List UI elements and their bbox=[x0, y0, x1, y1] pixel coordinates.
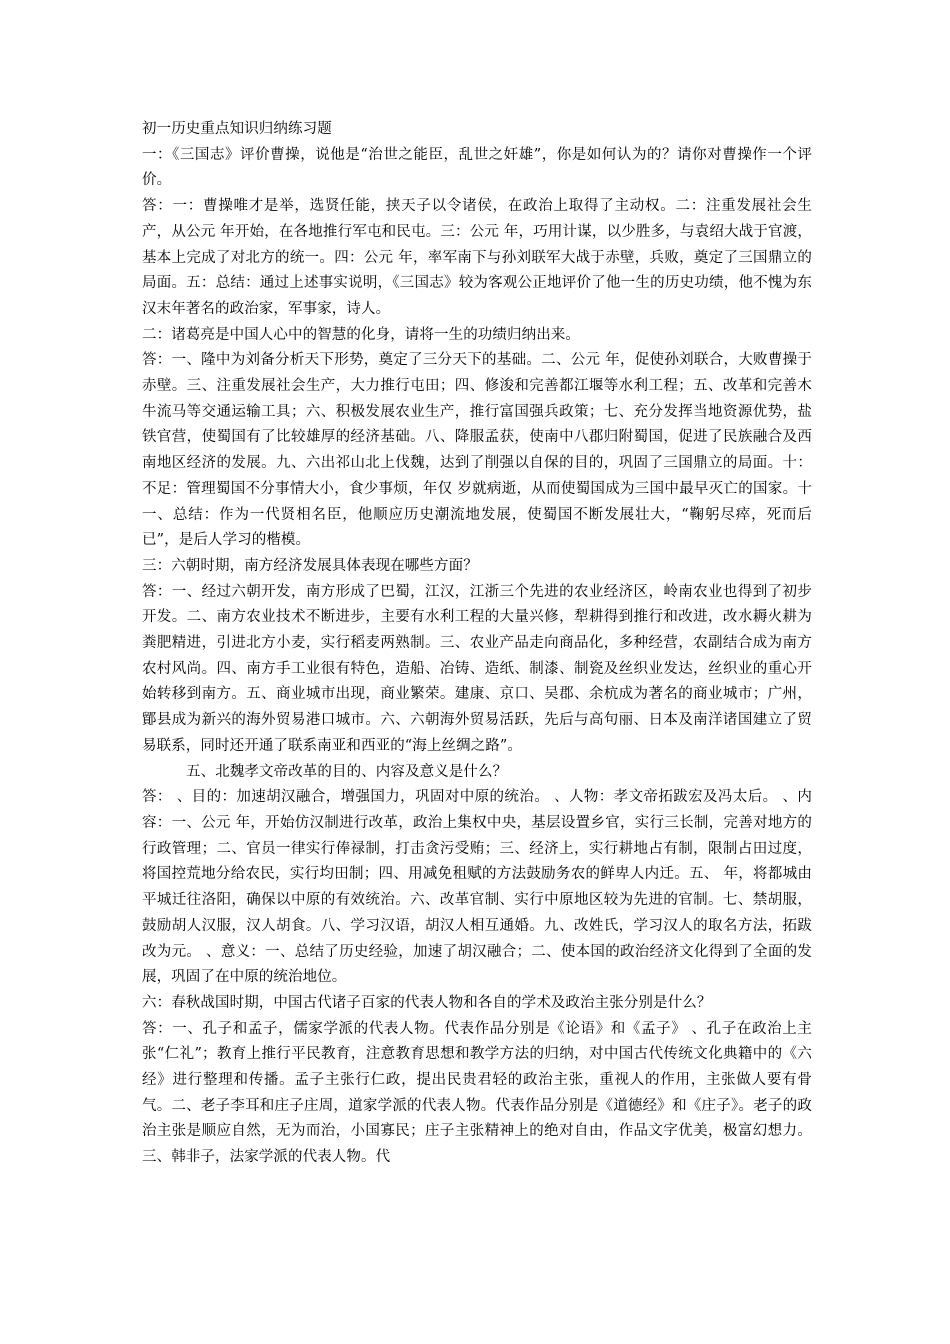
document-body bbox=[142, 117, 812, 1171]
document-title: 初一历史重点知识归纳练习题 bbox=[142, 121, 332, 137]
answer-3: 答：一、经过六朝开发，南方形成了巴蜀，江汉，江浙三个先进的农业经济区，岭南农业也得到了初步开发。二、南方农业技术不断进步，主要有水利工程的大量兴修，犁耕得到推行和改进，改水耨火耕为粪肥精进，引进北方小麦，实行稻麦两熟制。三、农业产品走向商品化，多种经营，农副结合成为南方农村风尚。四、南方手工业很有特色，造船、冶铸、造纸、制漆、制瓷及丝织业发达，丝织业的重心开始转移到南方。五、商业城市出现，商业繁荣。建康、京口、吴郡、余杭成为著名的商业城市；广州，鄮县成为新兴的海外贸易港口城市。六、六朝海外贸易活跃，先后与高句丽、日本及南洋诸国建立了贸易联系，同时还开通了联系南亚和西亚的“海上丝绸之路”。 bbox=[142, 583, 812, 754]
answer-5: 答： 、目的：加速胡汉融合，增强国力，巩固对中原的统治。 、人物：孝文帝拓跋宏及冯太后。 、内容：一、公元 年，开始仿汉制进行改革，政治上集权中央，基层设置乡官，实行三长制，完善对地方的行政管理；二、官员一律实行俸禄制，打击贪污受贿；三、经济上，实行耕地占有制，限制占田过度，将国控荒地分给农民，实行均田制；四、用减免租赋的方法鼓励务农的鲜卑人内迁。五、 年，将都城由平城迁往洛阳，确保以中原的有效统治。六、改革官制、实行中原地区较为先进的官制。七、禁胡服，鼓励胡人汉服，汉人胡食。八、学习汉语，胡汉人相互通婚。九、改姓氏，学习汉人的取名方法，拓跋改为元。 、意义：一、总结了历史经验，加速了胡汉融合；二、使本国的政治经济文化得到了全面的发展，巩固了在中原的统治地位。 bbox=[142, 789, 812, 986]
answer-6: 答：一、孔子和孟子，儒家学派的代表人物。代表作品分别是《论语》和《孟子》 、孔子在政治上主张“仁礼”；教育上推行平民教育，注意教育思想和教学方法的归纳，对中国古代传统文化典籍中的《六经》进行整理和传播。孟子主张行仁政，提出民贵君轻的政治主张，重视人的作用，主张做人要有骨气。二、老子李耳和庄子庄周，道家学派的代表人物。代表作品分别是《道德经》和《庄子》。老子的政治主张是顺应自然，无为而治，小国寡民；庄子主张精神上的绝对自由，作品文字优美，极富幻想力。三、韩非子，法家学派的代表人物。代 bbox=[142, 1020, 812, 1166]
question-1: 一：《三国志》评价曹操，说他是“治世之能臣，乱世之奸雄”，你是如何认为的？请你对曹操作一个评价。 bbox=[142, 146, 812, 189]
question-3: 三：六朝时期，南方经济发展具体表现在哪些方面？ bbox=[142, 557, 478, 574]
answer-2: 答：一、隆中为刘备分析天下形势，奠定了三分天下的基础。二、公元 年，促使孙刘联合，大败曹操于赤壁。三、注重发展社会生产，大力推行屯田；四、修浚和完善都江堰等水利工程；五、改革和完善木牛流马等交通运输工具；六、积极发展农业生产，推行富国强兵政策；七、充分发挥当地资源优势，盐铁官营，使蜀国有了比较雄厚的经济基础。八、降服孟获，使南中八郡归附蜀国，促进了民族融合及西南地区经济的发展。九、六出祁山北上伐魏，达到了削强以自保的目的，巩固了三国鼎立的局面。十：不足：管理蜀国不分事情大小，食少事烦，年仅 岁就病逝，从而使蜀国成为三国中最早灭亡的国家。十一、总结：作为一代贤相名臣，他顺应历史潮流地发展，使蜀国不断发展壮大，“鞠躬尽瘁，死而后已”，是后人学习的楷模。 bbox=[142, 352, 812, 549]
question-5: 五、北魏孝文帝改革的目的、内容及意义是什么？ bbox=[186, 763, 508, 780]
question-6: 六：春秋战国时期，中国古代诸子百家的代表人物和各自的学术及政治主张分别是什么？ bbox=[142, 994, 712, 1011]
answer-1: 答：一：曹操唯才是举，选贤任能，挟天子以令诸侯，在政治上取得了主动权。二：注重发展社会生产，从公元 年开始，在各地推行军屯和民屯。三：公元 年，巧用计谋，以少胜多，与袁绍大战于官渡，基本上完成了对北方的统一。四：公元 年，率军南下与孙刘联军大战于赤壁，兵败，奠定了三国鼎立的局面。五：总结：通过上述事实说明，《三国志》较为客观公正地评价了他一生的历史功绩，他不愧为东汉末年著名的政治家，军事家，诗人。 bbox=[142, 198, 812, 317]
question-2: 二：诸葛亮是中国人心中的智慧的化身，请将一生的功绩归纳出来。 bbox=[142, 326, 580, 343]
